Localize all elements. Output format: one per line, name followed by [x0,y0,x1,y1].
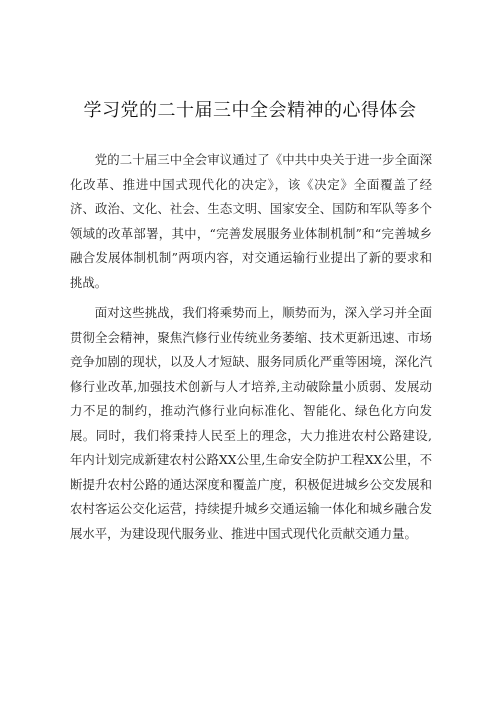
document-title: 学习党的二十届三中全会精神的心得体会 [83,100,417,121]
document-body [70,148,432,552]
paragraph-2: 面对这些挑战，我们将乘势而上，顺势而为，深入学习并全面贯彻全会精神，聚焦汽修行业传统业务萎缩、技术更新迅速、市场竞争加剧的现状，以及人才短缺、服务同质化严重等困境，深化汽修行业改革,加强技术创新与人才培养,主动破除量小质弱、发展动力不足的制约，推动汽修行业向标准化、智能化、绿色化方向发展。同时，我们将秉持人民至上的理念，大力推进农村公路建设,年内计划完成新建农村公路XX公里,生命安全防护工程XX公里，不断提升农村公路的通达深度和覆盖广度，积极促进城乡公交发展和农村客运公交化运营，持续提升城乡交通运输一体化和城乡融合发展水平，为建设现代服务业、推进中国式现代化贡献交通力量。 [70,305,432,541]
paragraph-1: 党的二十届三中全会审议通过了《中共中央关于进一步全面深化改革、推进中国式现代化的决定》，该《决定》全面覆盖了经济、政治、文化、社会、生态文明、国家安全、国防和军队等多个领域的改革部署，其中，“完善发展服务业体制机制”和“完善城乡融合发展体制机制”两项内容，对交通运输行业提出了新的要求和挑战。 [70,152,432,290]
